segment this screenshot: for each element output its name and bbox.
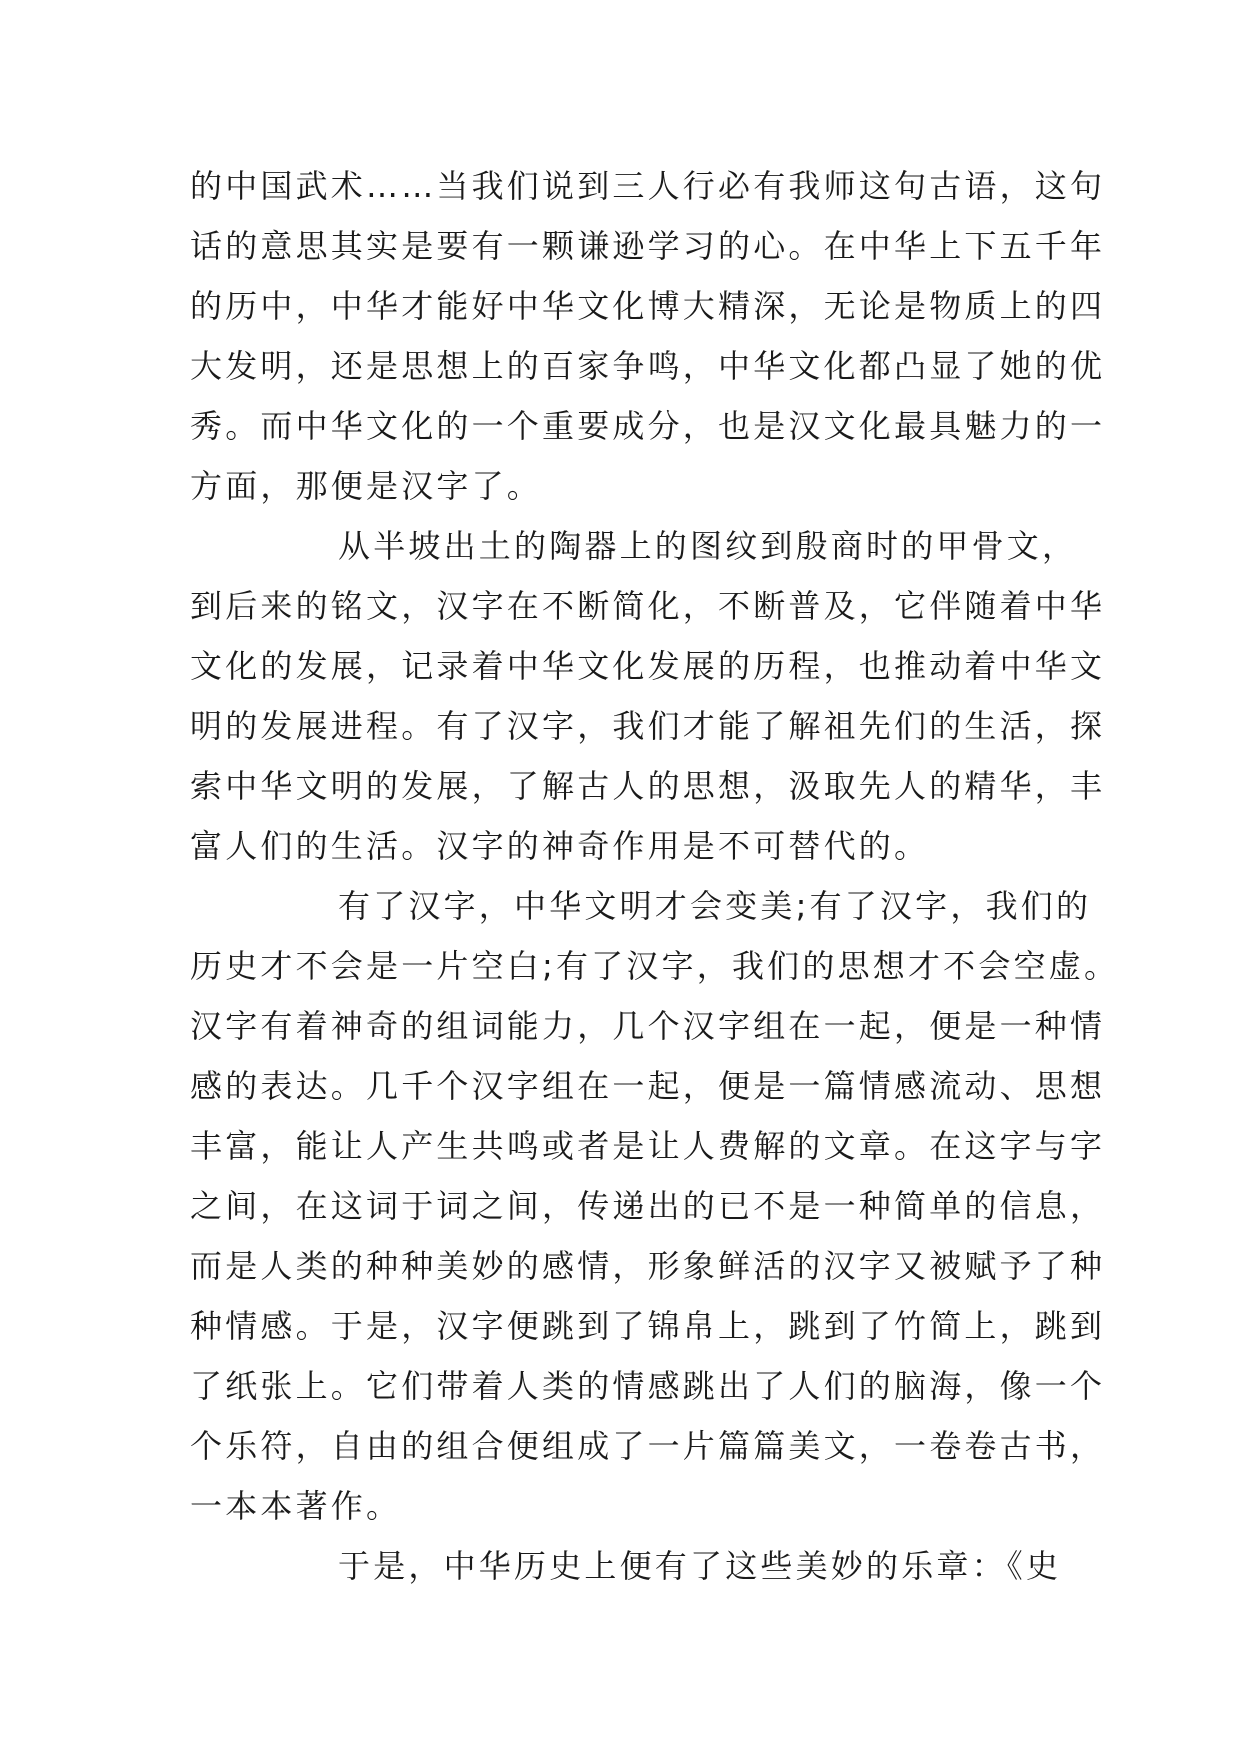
text-line-indented: 于是，中华历史上便有了这些美妙的乐章：《史 xyxy=(338,1547,1062,1585)
text-line: 到后来的铭文，汉字在不断简化，不断普及，它伴随着中华 xyxy=(190,587,1106,625)
text-line: 话的意思其实是要有一颗谦逊学习的心。在中华上下五千年 xyxy=(190,227,1106,265)
text-line: 富人们的生活。汉字的神奇作用是不可替代的。 xyxy=(190,827,930,865)
text-line: 了纸张上。它们带着人类的情感跳出了人们的脑海，像一个 xyxy=(190,1367,1106,1405)
paragraph-2 xyxy=(190,516,1106,876)
text-line: 一本本著作。 xyxy=(190,1487,402,1525)
document-body xyxy=(190,156,1120,1596)
text-line-indented: 有了汉字，中华文明才会变美;有了汉字，我们的 xyxy=(338,887,1092,925)
text-line: 种情感。于是，汉字便跳到了锦帛上，跳到了竹简上，跳到 xyxy=(190,1307,1106,1345)
text-line: 历史才不会是一片空白;有了汉字，我们的思想才不会空虚。 xyxy=(190,947,1120,985)
text-line: 而是人类的种种美妙的感情，形象鲜活的汉字又被赋予了种 xyxy=(190,1247,1106,1285)
paragraph-1 xyxy=(190,156,1106,516)
paragraph-4 xyxy=(190,1536,1062,1596)
text-line: 之间，在这词于词之间，传递出的已不是一种简单的信息， xyxy=(190,1187,1106,1225)
text-line: 文化的发展，记录着中华文化发展的历程，也推动着中华文 xyxy=(190,647,1106,685)
text-line: 丰富，能让人产生共鸣或者是让人费解的文章。在这字与字 xyxy=(190,1127,1106,1165)
text-line: 感的表达。几千个汉字组在一起，便是一篇情感流动、思想 xyxy=(190,1067,1106,1105)
paragraph-3 xyxy=(190,876,1120,1536)
text-line: 方面，那便是汉字了。 xyxy=(190,467,543,505)
text-line: 秀。而中华文化的一个重要成分，也是汉文化最具魅力的一 xyxy=(190,407,1106,445)
text-line: 汉字有着神奇的组词能力，几个汉字组在一起，便是一种情 xyxy=(190,1007,1106,1045)
text-line: 明的发展进程。有了汉字，我们才能了解祖先们的生活，探 xyxy=(190,707,1106,745)
text-line-indented: 从半坡出土的陶器上的图纹到殷商时的甲骨文， xyxy=(338,527,1078,565)
text-line: 的中国武术……当我们说到三人行必有我师这句古语，这句 xyxy=(190,167,1106,205)
text-line: 个乐符，自由的组合便组成了一片篇篇美文，一卷卷古书， xyxy=(190,1427,1106,1465)
text-line: 的历中，中华才能好中华文化博大精深，无论是物质上的四 xyxy=(190,287,1106,325)
text-line: 索中华文明的发展，了解古人的思想，汲取先人的精华，丰 xyxy=(190,767,1106,805)
text-line: 大发明，还是思想上的百家争鸣，中华文化都凸显了她的优 xyxy=(190,347,1106,385)
